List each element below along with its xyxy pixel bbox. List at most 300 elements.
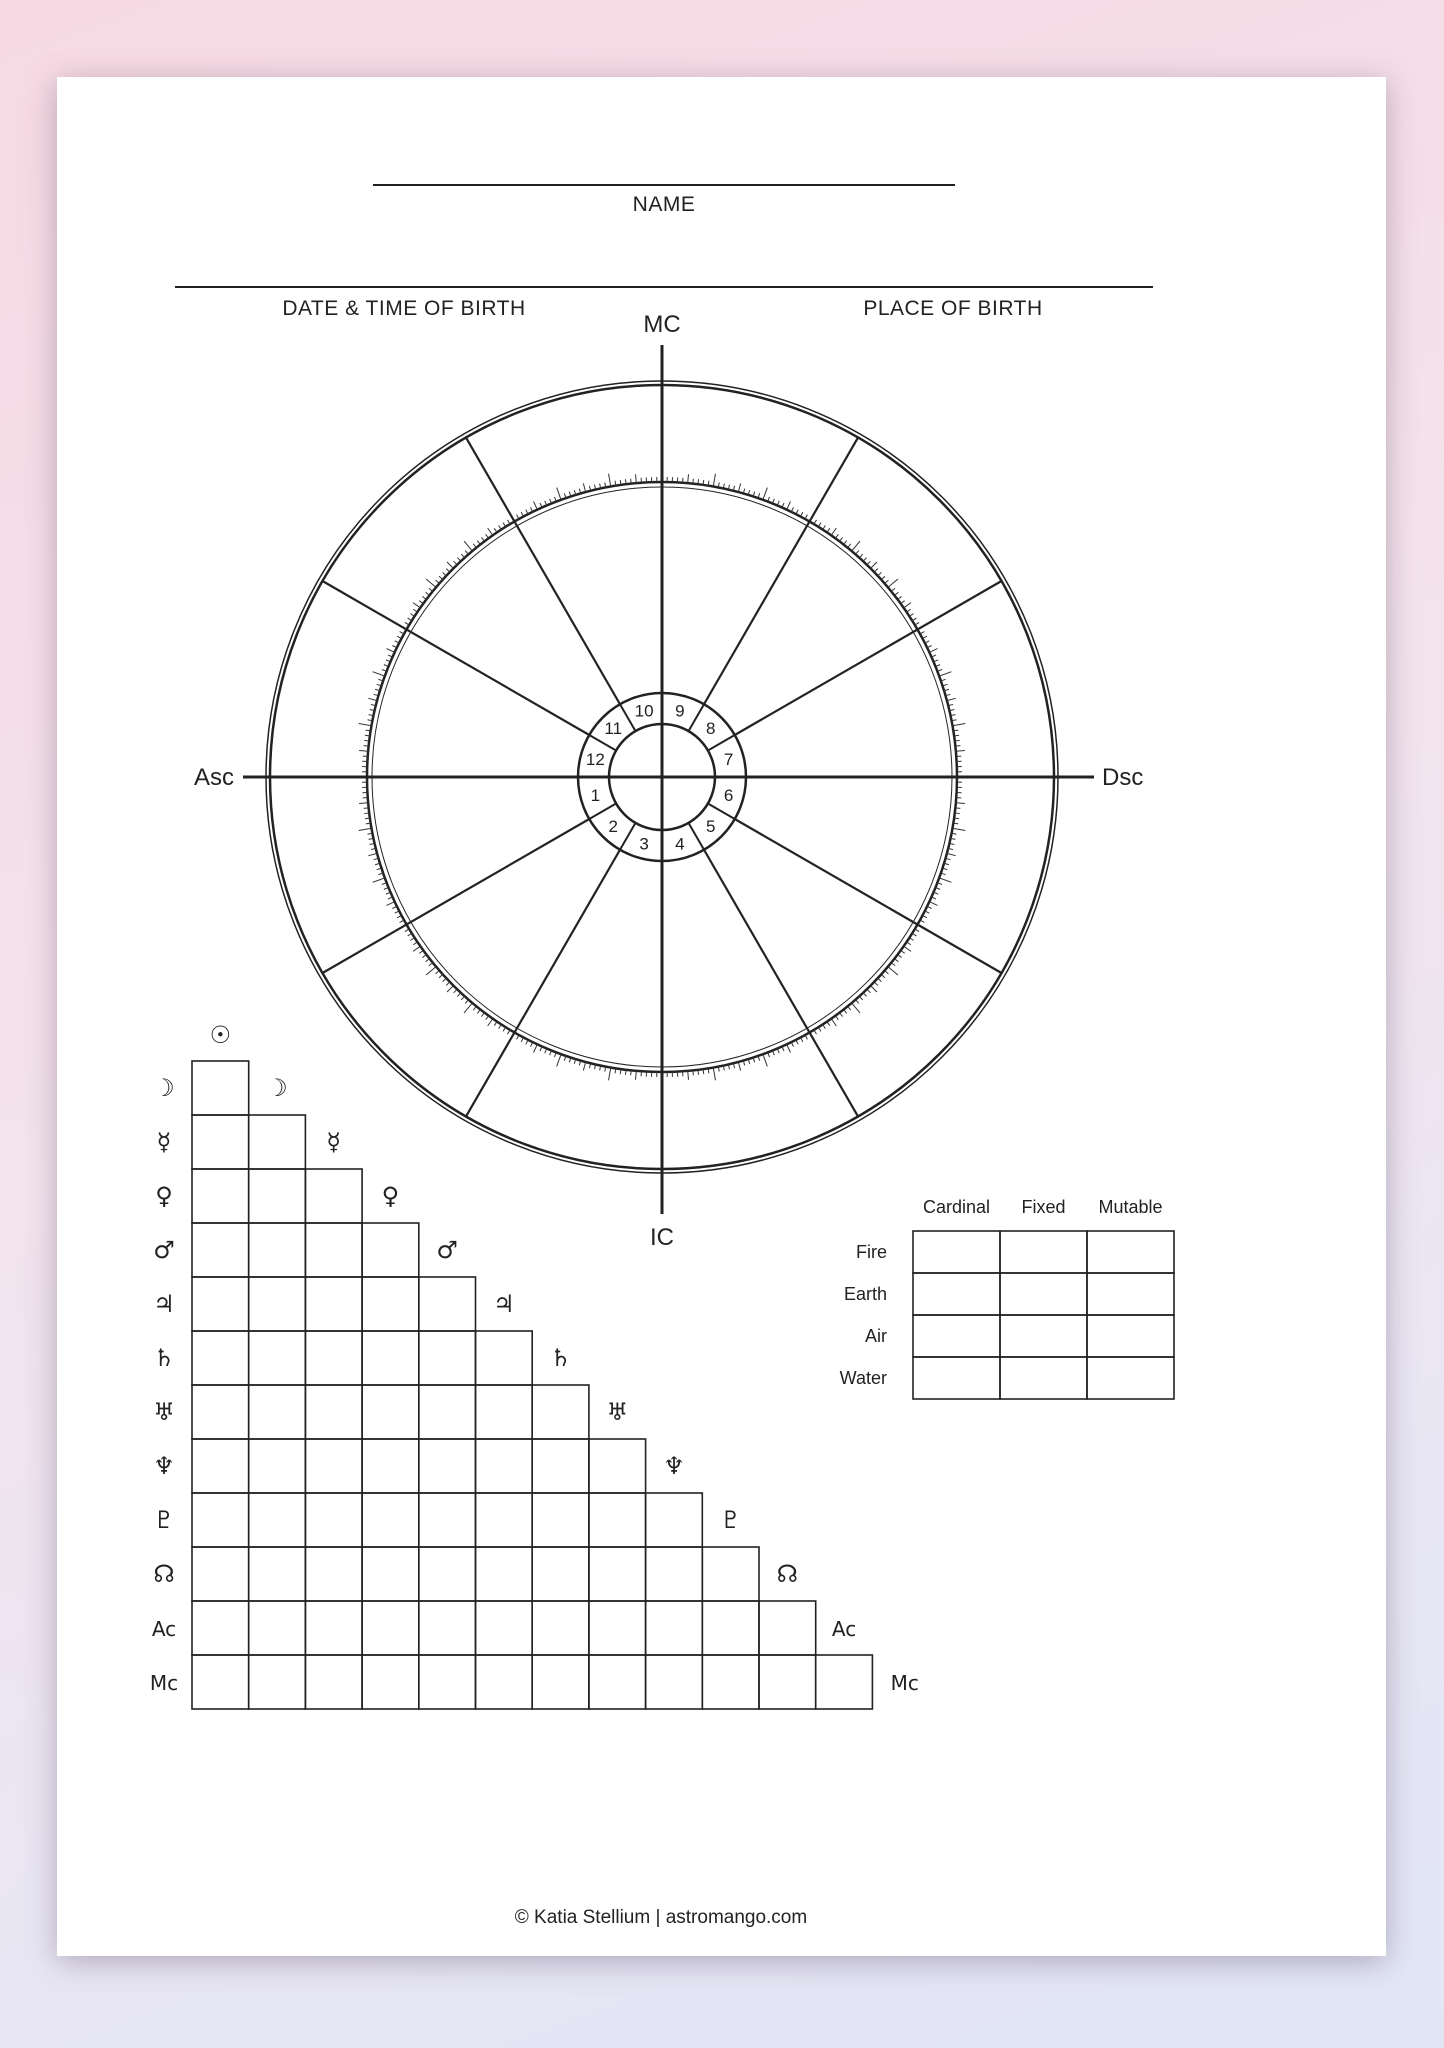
degree-tick	[439, 974, 443, 977]
degree-tick	[844, 1009, 847, 1013]
footer-credit: © Katia Stellium | astromango.com	[514, 1907, 808, 1928]
aspect-cell	[419, 1385, 476, 1439]
aspect-cell	[192, 1493, 249, 1547]
aspect-cell	[362, 1385, 419, 1439]
aspect-cell	[589, 1547, 646, 1601]
elements-modalities-table	[840, 1197, 1174, 1399]
aspect-col-mercury-symbol: ☿	[326, 1128, 342, 1156]
aspect-cell	[192, 1601, 249, 1655]
degree-tick	[909, 614, 913, 617]
house-cusp-line	[466, 438, 620, 705]
aspect-cell	[362, 1601, 419, 1655]
degree-tick	[888, 579, 898, 587]
degree-tick	[947, 698, 956, 700]
house-number-4: 4	[675, 834, 685, 854]
degree-tick	[364, 813, 369, 814]
degree-tick	[636, 1071, 637, 1080]
degree-tick	[874, 569, 878, 572]
aspect-cell	[305, 1277, 362, 1331]
degree-tick	[823, 525, 826, 529]
aspect-cell	[476, 1385, 533, 1439]
aspect-cell	[759, 1655, 816, 1709]
table-cell	[1087, 1357, 1174, 1399]
degree-tick	[871, 562, 877, 568]
aspect-cell	[702, 1655, 759, 1709]
aspect-row-pluto-symbol: ♇	[153, 1506, 175, 1534]
aspect-col-asc-symbol: Ac	[831, 1617, 857, 1641]
ic-label: IC	[650, 1224, 674, 1251]
house-cusp-line	[704, 850, 858, 1117]
degree-tick	[954, 818, 959, 819]
degree-tick	[429, 963, 433, 966]
table-column-mutable: Mutable	[1098, 1197, 1163, 1217]
aspect-col-mc-symbol: Mc	[890, 1671, 919, 1695]
aspect-row-neptune-symbol: ♆	[153, 1452, 175, 1480]
degree-tick	[620, 1069, 621, 1074]
aspect-row-node-symbol: ☊	[153, 1560, 175, 1588]
house-number-1: 1	[590, 785, 601, 805]
aspect-grid	[150, 1021, 919, 1709]
aspect-cell	[362, 1223, 419, 1277]
degree-tick	[947, 853, 956, 855]
degree-tick	[787, 1044, 791, 1052]
degree-tick	[823, 1024, 826, 1028]
degree-tick	[359, 724, 372, 726]
degree-tick	[534, 501, 538, 509]
degree-tick	[929, 902, 937, 906]
degree-tick	[856, 551, 859, 555]
house-cusp-line	[323, 581, 590, 735]
house-cusp-line	[466, 850, 620, 1117]
aspect-cell	[532, 1385, 589, 1439]
degree-tick	[446, 982, 450, 985]
dsc-label: Dsc	[1102, 764, 1144, 791]
degree-tick	[955, 740, 960, 741]
degree-tick	[426, 959, 430, 962]
aspect-cell	[589, 1439, 646, 1493]
degree-tick	[844, 541, 847, 545]
aspect-row-mars-symbol: ♂	[153, 1236, 175, 1264]
aspect-cell	[192, 1331, 249, 1385]
degree-tick	[956, 751, 965, 752]
degree-tick	[429, 588, 433, 591]
degree-tick	[359, 828, 372, 830]
degree-tick	[488, 1019, 493, 1026]
degree-tick	[953, 828, 966, 830]
aspect-cell	[419, 1601, 476, 1655]
degree-tick	[373, 672, 385, 676]
degree-tick	[888, 967, 898, 975]
degree-tick	[499, 525, 502, 529]
degree-tick	[713, 1068, 715, 1081]
aspect-cell	[419, 1493, 476, 1547]
degree-tick	[898, 596, 902, 599]
degree-tick	[955, 746, 960, 747]
degree-tick	[688, 1071, 689, 1080]
degree-tick	[891, 963, 895, 966]
aspect-cell	[419, 1277, 476, 1331]
aspect-col-sun-symbol: ☉	[209, 1021, 232, 1049]
degree-tick	[859, 554, 862, 558]
degree-tick	[852, 541, 860, 551]
degree-tick	[625, 479, 626, 484]
aspect-cell	[419, 1439, 476, 1493]
degree-tick	[473, 544, 476, 548]
aspect-cell	[419, 1655, 476, 1709]
degree-tick	[939, 878, 951, 882]
house-number-5: 5	[706, 816, 716, 836]
aspect-cell	[476, 1601, 533, 1655]
degree-tick	[848, 1006, 851, 1010]
table-row-air: Air	[865, 1326, 887, 1346]
aspect-row-asc-symbol: Ac	[151, 1617, 177, 1641]
aspect-cell	[419, 1331, 476, 1385]
degree-tick	[881, 974, 885, 977]
degree-tick	[368, 853, 377, 855]
aspect-cell	[362, 1439, 419, 1493]
degree-tick	[894, 592, 898, 595]
aspect-cell	[305, 1385, 362, 1439]
degree-tick	[885, 580, 889, 583]
degree-tick	[419, 601, 423, 604]
table-cell	[1000, 1315, 1087, 1357]
table-row-water: Water	[839, 1368, 887, 1388]
degree-tick	[835, 534, 838, 538]
degree-tick	[365, 735, 370, 736]
degree-tick	[901, 601, 905, 604]
degree-tick	[464, 1003, 472, 1013]
aspect-cell	[192, 1223, 249, 1277]
aspect-cell	[305, 1169, 362, 1223]
aspect-row-uranus-symbol: ♅	[153, 1398, 175, 1426]
degree-tick	[583, 483, 585, 492]
aspect-cell	[192, 1061, 249, 1115]
degree-tick	[909, 938, 913, 941]
aspect-cell	[249, 1385, 306, 1439]
house-number-10: 10	[634, 701, 654, 721]
aspect-cell	[362, 1493, 419, 1547]
degree-tick	[631, 1070, 632, 1075]
aspect-cell	[646, 1493, 703, 1547]
degree-tick	[898, 955, 902, 958]
aspect-cell	[476, 1439, 533, 1493]
aspect-cell	[249, 1601, 306, 1655]
chart-worksheet	[57, 77, 1386, 1956]
aspect-cell	[192, 1655, 249, 1709]
table-cell	[913, 1315, 1000, 1357]
degree-tick	[422, 955, 426, 958]
degree-tick	[359, 803, 368, 804]
aspect-row-saturn-symbol: ♄	[153, 1344, 175, 1372]
table-column-cardinal: Cardinal	[922, 1197, 991, 1217]
degree-tick	[494, 528, 497, 532]
degree-tick	[859, 996, 862, 1000]
degree-tick	[738, 483, 740, 492]
degree-tick	[856, 1000, 859, 1004]
degree-tick	[698, 1070, 699, 1075]
aspect-cell	[249, 1169, 306, 1223]
degree-tick	[365, 818, 370, 819]
aspect-cell	[476, 1655, 533, 1709]
aspect-cell	[702, 1547, 759, 1601]
degree-tick	[763, 1054, 767, 1066]
house-number-9: 9	[675, 701, 685, 721]
aspect-cell	[419, 1547, 476, 1601]
aspect-cell	[192, 1277, 249, 1331]
degree-tick	[386, 902, 394, 906]
degree-tick	[481, 537, 484, 541]
degree-tick	[874, 982, 878, 985]
degree-tick	[373, 878, 385, 882]
aspect-cell	[192, 1115, 249, 1169]
degree-tick	[688, 474, 689, 483]
degree-tick	[703, 480, 704, 485]
degree-tick	[693, 1070, 694, 1075]
degree-tick	[534, 1044, 538, 1052]
aspect-row-mc-symbol: Mc	[149, 1671, 179, 1695]
aspect-cell	[532, 1493, 589, 1547]
aspect-col-jupiter-symbol: ♃	[493, 1290, 515, 1318]
degree-tick	[878, 978, 882, 981]
degree-tick	[477, 1009, 480, 1013]
degree-tick	[557, 1054, 561, 1066]
degree-tick	[840, 537, 843, 541]
degree-tick	[713, 474, 715, 487]
table-cell	[1087, 1273, 1174, 1315]
degree-tick	[953, 724, 966, 726]
degree-tick	[698, 479, 699, 484]
degree-tick	[956, 803, 965, 804]
aspect-cell	[589, 1655, 646, 1709]
degree-tick	[863, 993, 866, 997]
degree-tick	[447, 986, 453, 992]
aspect-cell	[589, 1601, 646, 1655]
degree-tick	[454, 561, 457, 565]
degree-tick	[436, 580, 440, 583]
degree-tick	[436, 971, 440, 974]
degree-tick	[954, 735, 959, 736]
aspect-cell	[305, 1601, 362, 1655]
degree-tick	[693, 479, 694, 484]
aspect-cell	[476, 1331, 533, 1385]
house-number-6: 6	[723, 785, 734, 805]
mc-label: MC	[643, 311, 681, 338]
degree-tick	[447, 562, 453, 568]
aspect-cell	[532, 1601, 589, 1655]
degree-tick	[494, 1022, 497, 1026]
aspect-row-venus-symbol: ♀	[155, 1182, 173, 1210]
degree-tick	[738, 1062, 740, 1071]
aspect-cell	[476, 1493, 533, 1547]
degree-tick	[473, 1006, 476, 1010]
date-time-label: DATE & TIME OF BIRTH	[282, 297, 526, 320]
degree-tick	[827, 1022, 830, 1026]
place-label: PLACE OF BIRTH	[863, 297, 1043, 320]
table-cell	[1000, 1357, 1087, 1399]
degree-tick	[907, 609, 911, 612]
aspect-cell	[249, 1439, 306, 1493]
table-cell	[913, 1231, 1000, 1273]
aspect-row-mercury-symbol: ☿	[156, 1128, 172, 1156]
degree-tick	[364, 740, 369, 741]
degree-tick	[499, 1024, 502, 1028]
aspect-cell	[646, 1655, 703, 1709]
aspect-cell	[702, 1601, 759, 1655]
degree-tick	[625, 1070, 626, 1075]
degree-tick	[461, 996, 464, 1000]
aspect-cell	[532, 1655, 589, 1709]
aspect-cell	[192, 1169, 249, 1223]
degree-tick	[831, 528, 836, 535]
degree-tick	[413, 946, 420, 951]
aspect-cell	[249, 1493, 306, 1547]
degree-tick	[486, 534, 489, 538]
degree-tick	[481, 1013, 484, 1017]
degree-tick	[359, 751, 368, 752]
house-cusp-line	[735, 819, 1002, 973]
degree-tick	[827, 528, 830, 532]
degree-tick	[410, 614, 414, 617]
aspect-cell	[305, 1223, 362, 1277]
house-number-3: 3	[639, 834, 649, 854]
degree-tick	[901, 950, 905, 953]
aspect-col-neptune-symbol: ♆	[663, 1452, 685, 1480]
degree-tick	[465, 551, 468, 555]
aspect-cell	[362, 1547, 419, 1601]
aspect-row-jupiter-symbol: ♃	[153, 1290, 175, 1318]
degree-tick	[885, 971, 889, 974]
aspect-col-moon-symbol: ☽	[266, 1074, 288, 1102]
table-cell	[1087, 1231, 1174, 1273]
degree-tick	[426, 579, 436, 587]
aspect-cell	[249, 1277, 306, 1331]
aspect-cell	[646, 1601, 703, 1655]
natal-wheel	[194, 311, 1143, 1251]
degree-tick	[863, 558, 866, 562]
degree-tick	[439, 576, 443, 579]
degree-tick	[955, 808, 960, 809]
degree-tick	[620, 480, 621, 485]
house-number-12: 12	[585, 750, 605, 770]
degree-tick	[763, 488, 767, 500]
degree-tick	[426, 592, 430, 595]
degree-tick	[443, 978, 447, 981]
degree-tick	[413, 609, 417, 612]
degree-tick	[848, 544, 851, 548]
asc-label: Asc	[193, 764, 234, 791]
degree-tick	[894, 959, 898, 962]
degree-tick	[464, 541, 472, 551]
house-number-7: 7	[723, 750, 734, 770]
aspect-col-node-symbol: ☊	[776, 1560, 799, 1588]
aspect-cell	[249, 1655, 306, 1709]
aspect-cell	[589, 1493, 646, 1547]
table-cell	[913, 1357, 1000, 1399]
degree-tick	[939, 672, 951, 676]
degree-tick	[867, 989, 870, 993]
degree-tick	[878, 572, 882, 575]
degree-tick	[364, 746, 369, 747]
house-number-2: 2	[608, 816, 618, 836]
degree-tick	[461, 554, 464, 558]
aspect-cell	[532, 1439, 589, 1493]
degree-tick	[609, 1068, 611, 1081]
house-cusp-line	[704, 438, 858, 705]
degree-tick	[413, 942, 417, 945]
degree-tick	[840, 1013, 843, 1017]
aspect-cell	[362, 1277, 419, 1331]
degree-tick	[364, 808, 369, 809]
degree-tick	[831, 1019, 836, 1026]
aspect-cell	[476, 1547, 533, 1601]
aspect-col-pluto-symbol: ♇	[719, 1506, 742, 1534]
aspect-cell	[305, 1439, 362, 1493]
aspect-cell	[532, 1547, 589, 1601]
degree-tick	[867, 561, 870, 565]
degree-tick	[871, 986, 877, 992]
aspect-cell	[249, 1223, 306, 1277]
table-cell	[1000, 1231, 1087, 1273]
degree-tick	[465, 1000, 468, 1004]
degree-tick	[413, 603, 420, 608]
degree-tick	[955, 813, 960, 814]
aspect-cell	[816, 1655, 873, 1709]
degree-tick	[881, 576, 885, 579]
table-row-earth: Earth	[843, 1284, 887, 1304]
aspect-cell	[305, 1655, 362, 1709]
degree-tick	[904, 603, 911, 608]
degree-tick	[891, 588, 895, 591]
degree-tick	[422, 596, 426, 599]
degree-tick	[443, 572, 447, 575]
degree-tick	[457, 558, 460, 562]
degree-tick	[929, 649, 937, 653]
degree-tick	[446, 569, 450, 572]
table-column-fixed: Fixed	[1021, 1197, 1066, 1217]
aspect-col-venus-symbol: ♀	[381, 1182, 400, 1210]
degree-tick	[904, 946, 911, 951]
aspect-cell	[249, 1547, 306, 1601]
degree-tick	[454, 989, 457, 993]
degree-tick	[368, 698, 377, 700]
table-cell	[1087, 1315, 1174, 1357]
aspect-cell	[192, 1547, 249, 1601]
degree-tick	[609, 474, 611, 487]
aspect-cell	[305, 1493, 362, 1547]
aspect-col-mars-symbol: ♂	[436, 1236, 458, 1264]
house-number-11: 11	[604, 719, 623, 739]
table-cell	[1000, 1273, 1087, 1315]
degree-tick	[787, 501, 791, 509]
aspect-row-moon-symbol: ☽	[153, 1074, 175, 1102]
degree-tick	[631, 479, 632, 484]
degree-tick	[477, 541, 480, 545]
aspect-col-uranus-symbol: ♅	[606, 1398, 629, 1426]
degree-tick	[852, 1003, 860, 1013]
aspect-cell	[305, 1547, 362, 1601]
degree-tick	[583, 1062, 585, 1071]
degree-tick	[426, 967, 436, 975]
degree-tick	[636, 474, 637, 483]
aspect-cell	[192, 1385, 249, 1439]
aspect-cell	[759, 1601, 816, 1655]
degree-tick	[410, 938, 414, 941]
house-number-8: 8	[706, 719, 716, 739]
degree-tick	[703, 1069, 704, 1074]
aspect-cell	[249, 1331, 306, 1385]
house-cusp-line	[735, 581, 1002, 735]
aspect-cell	[362, 1331, 419, 1385]
